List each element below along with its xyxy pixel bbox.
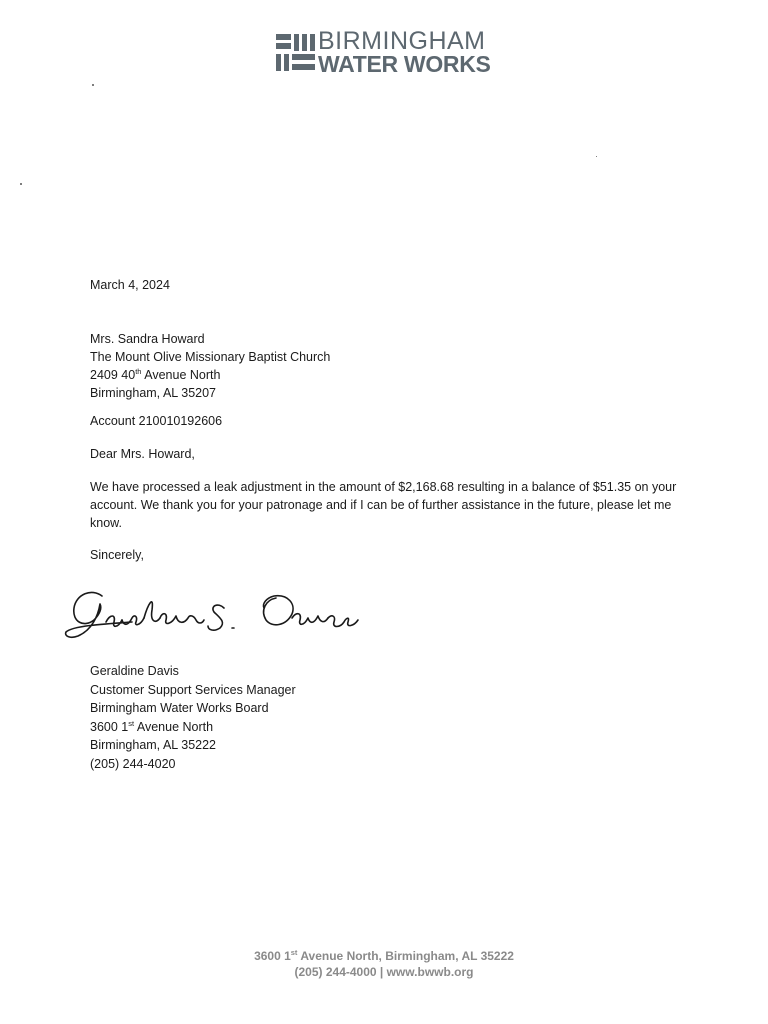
footer-address-number: 3600 1	[254, 949, 291, 963]
body-paragraph: We have processed a leak adjustment in the amount of $2,168.68 resulting in a balance of $51.35 on your account. We thank you for your patronage and if I can be of further assistance in the future, please let me know.	[90, 480, 677, 530]
letterhead-line-1: BIRMINGHAM	[318, 27, 486, 55]
recipient-name: Mrs. Sandra Howard	[90, 332, 205, 346]
signer-block	[90, 662, 296, 773]
letter-body	[90, 276, 700, 564]
signer-name: Geraldine Davis	[90, 664, 179, 678]
signer-city-state-zip: Birmingham, AL 35222	[90, 738, 217, 752]
signer-phone: (205) 244-4020	[90, 756, 176, 771]
signer-street-number: 3600 1	[90, 719, 129, 734]
scan-speck	[20, 183, 22, 185]
salutation: Dear Mrs. Howard,	[90, 447, 195, 461]
recipient-street-suffix: th	[135, 366, 142, 376]
closing: Sincerely,	[90, 548, 144, 562]
recipient-street-rest: Avenue North	[141, 368, 221, 382]
letter-date: March 4, 2024	[90, 278, 170, 292]
recipient-street	[90, 366, 700, 384]
letterhead-logo	[276, 28, 498, 78]
recipient-organization: The Mount Olive Missionary Baptist Church	[90, 350, 331, 364]
footer-address-suffix: st	[290, 948, 298, 957]
signer-street	[90, 718, 296, 737]
footer-address-rest: Avenue North, Birmingham, AL 35222	[297, 949, 514, 963]
scan-speck	[92, 84, 94, 86]
signer-street-suffix: st	[128, 718, 135, 728]
scan-speck	[596, 156, 597, 157]
account-number: Account 210010192606	[90, 414, 223, 428]
handwritten-signature	[62, 582, 362, 644]
recipient-address	[90, 330, 700, 402]
signer-street-rest: Avenue North	[134, 719, 214, 734]
recipient-street-number: 2409 40	[90, 368, 136, 382]
water-works-logo-icon	[276, 31, 316, 73]
recipient-city-state-zip: Birmingham, AL 35207	[90, 386, 217, 400]
letterhead-line-2: WATER WORKS	[318, 51, 491, 77]
footer	[0, 948, 768, 980]
footer-contact: (205) 244-4000 | www.bwwb.org	[294, 965, 474, 979]
footer-address	[0, 948, 768, 964]
signer-organization: Birmingham Water Works Board	[90, 701, 269, 715]
signer-title: Customer Support Services Manager	[90, 682, 296, 697]
